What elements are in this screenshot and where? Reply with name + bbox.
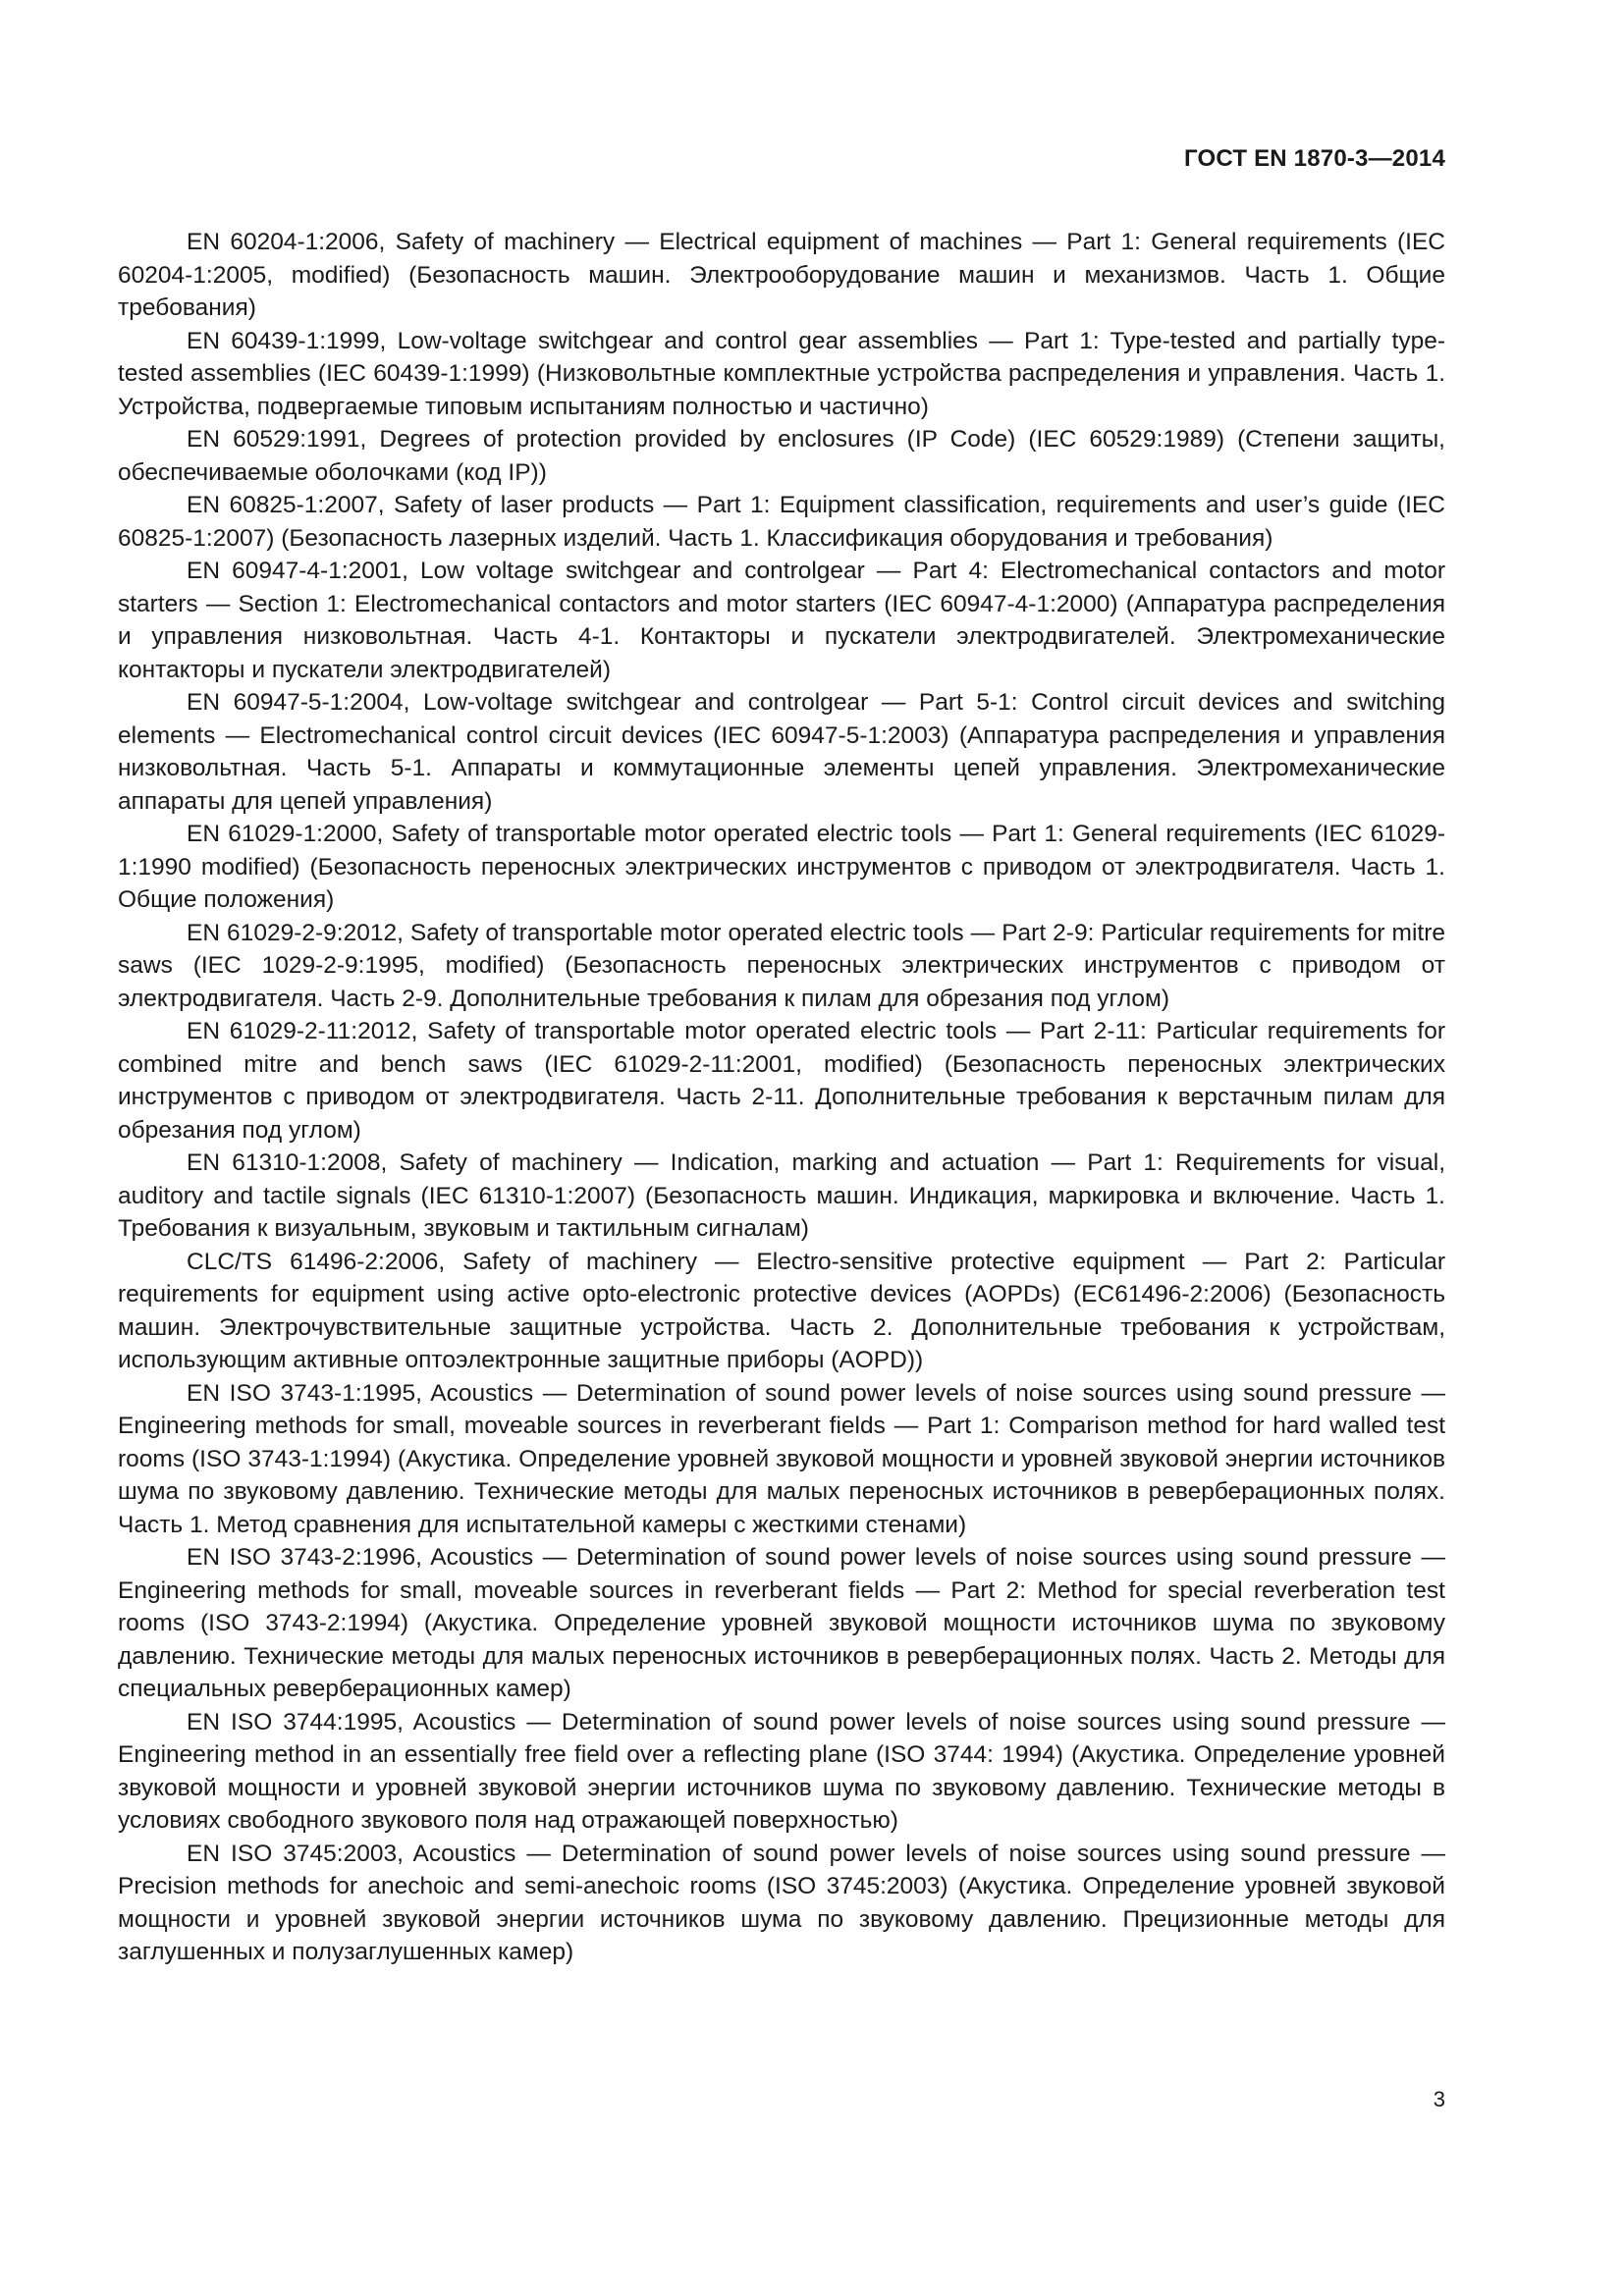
- reference-en-60439-1: EN 60439-1:1999, Low-voltage switchgear and control gear assemblies — Part 1: Type-tested and partially type-tested assemblies (IEC 60439-1:1999) (Низковольтные комплектные устройства распределения и управления. Часть 1. Устройства, подвергаемые типовым испытаниям полностью и частично): [118, 327, 1445, 420]
- reference-en-60947-5-1: EN 60947-5-1:2004, Low-voltage switchgear and controlgear — Part 5-1: Control circuit devices and switching elements — Electromechanical control circuit devices (IEC 60947-5-1:2003) (Аппаратура распределения и управления низковольтная. Часть 5-1. Аппараты и коммутационные элементы цепей управления. Электромеханические аппараты для цепей управления): [118, 689, 1445, 815]
- reference-en-iso-3745: EN ISO 3745:2003, Acoustics — Determination of sound power levels of noise sources using sound pressure — Precision methods for anechoic and semi-anechoic rooms (ISO 3745:2003) (Акустика. Определение уровней звуковой мощности и уровней звуковой энергии источников шума по звуковому давлению. Прецизионные методы для заглушенных и полузаглушенных камер): [118, 1840, 1445, 1965]
- normative-references-list: [118, 226, 1445, 1969]
- reference-en-60204-1: EN 60204-1:2006, Safety of machinery — Electrical equipment of machines — Part 1: General requirements (IEC 60204-1:2005, modified) (Безопасность машин. Электрооборудование машин и механизмов. Часть 1. Общие требования): [118, 229, 1445, 321]
- reference-en-60529: EN 60529:1991, Degrees of protection provided by enclosures (IP Code) (IEC 60529:1989) (Степени защиты, обеспечиваемые оболочками (код IP)): [118, 426, 1445, 486]
- reference-en-61029-2-11: EN 61029-2-11:2012, Safety of transportable motor operated electric tools — Part 2-11: Particular requirements for combined mitre and bench saws (IEC 61029-2-11:2001, modified) (Безопасность переносных электрических инструментов с приводом от электродвигателя. Часть 2-11. Дополнительные требования к верстачным пилам для обрезания под углом): [118, 1018, 1445, 1144]
- page-number: 3: [1433, 2087, 1445, 2111]
- reference-en-60947-4-1: EN 60947-4-1:2001, Low voltage switchgear and controlgear — Part 4: Electromechanical contactors and motor starters — Section 1: Electromechanical contactors and motor starters (IEC 60947-4-1:2000) (Аппаратура распределения и управления низковольтная. Часть 4-1. Контакторы и пускатели электродвигателей. Электромеханические контакторы и пускатели электродвигателей): [118, 558, 1445, 683]
- reference-en-61029-2-9: EN 61029-2-9:2012, Safety of transportable motor operated electric tools — Part 2-9: Particular requirements for mitre saws (IEC 1029-2-9:1995, modified) (Безопасность переносных электрических инструментов с приводом от электродвигателя. Часть 2-9. Дополнительные требования к пилам для обрезания под углом): [118, 919, 1445, 1012]
- reference-en-iso-3743-1: EN ISO 3743-1:1995, Acoustics — Determination of sound power levels of noise sources using sound pressure — Engineering methods for small, moveable sources in reverberant fields — Part 1: Comparison method for hard walled test rooms (ISO 3743-1:1994) (Акустика. Определение уровней звуковой мощности и уровней звуковой энергии источников шума по звуковому давлению. Технические методы для малых переносных источников в реверберационных полях. Часть 1. Метод сравнения для испытательной камеры с жесткими стенами): [118, 1379, 1445, 1538]
- reference-en-iso-3743-2: EN ISO 3743-2:1996, Acoustics — Determination of sound power levels of noise sources using sound pressure — Engineering methods for small, moveable sources in reverberant fields — Part 2: Method for special reverberation test rooms (ISO 3743-2:1994) (Акустика. Определение уровней звуковой мощности источников шума по звуковому давлению. Технические методы для малых переносных источников в реверберационных полях. Часть 2. Методы для специальных реверберационных камер): [118, 1544, 1445, 1702]
- reference-clc-ts-61496-2: CLC/TS 61496-2:2006, Safety of machinery — Electro-sensitive protective equipment — Part 2: Particular requirements for equipment using active opto-electronic protective devices (AOPDs) (EC61496-2:2006) (Безопасность машин. Электрочувствительные защитные устройства. Часть 2. Дополнительные требования к устройствам, использующим активные оптоэлектронные защитные приборы (AOPD)): [118, 1248, 1445, 1373]
- reference-en-iso-3744: EN ISO 3744:1995, Acoustics — Determination of sound power levels of noise sources using sound pressure — Engineering method in an essentially free field over a reflecting plane (ISO 3744: 1994) (Акустика. Определение уровней звуковой мощности и уровней звуковой энергии источников шума по звуковому давлению. Технические методы в условиях свободного звукового поля над отражающей поверхностью): [118, 1708, 1445, 1834]
- document-code-header: ГОСТ EN 1870-3—2014: [1184, 145, 1445, 172]
- reference-en-61310-1: EN 61310-1:2008, Safety of machinery — Indication, marking and actuation — Part 1: Requirements for visual, auditory and tactile signals (IEC 61310-1:2007) (Безопасность машин. Индикация, маркировка и включение. Часть 1. Требования к визуальным, звуковым и тактильным сигналам): [118, 1149, 1445, 1242]
- reference-en-61029-1: EN 61029-1:2000, Safety of transportable motor operated electric tools — Part 1: General requirements (IEC 61029-1:1990 modified) (Безопасность переносных электрических инструментов с приводом от электродвигателя. Часть 1. Общие положения): [118, 821, 1445, 913]
- reference-en-60825-1: EN 60825-1:2007, Safety of laser products — Part 1: Equipment classification, requirements and user’s guide (IEC 60825-1:2007) (Безопасность лазерных изделий. Часть 1. Классификация оборудования и требования): [118, 492, 1445, 552]
